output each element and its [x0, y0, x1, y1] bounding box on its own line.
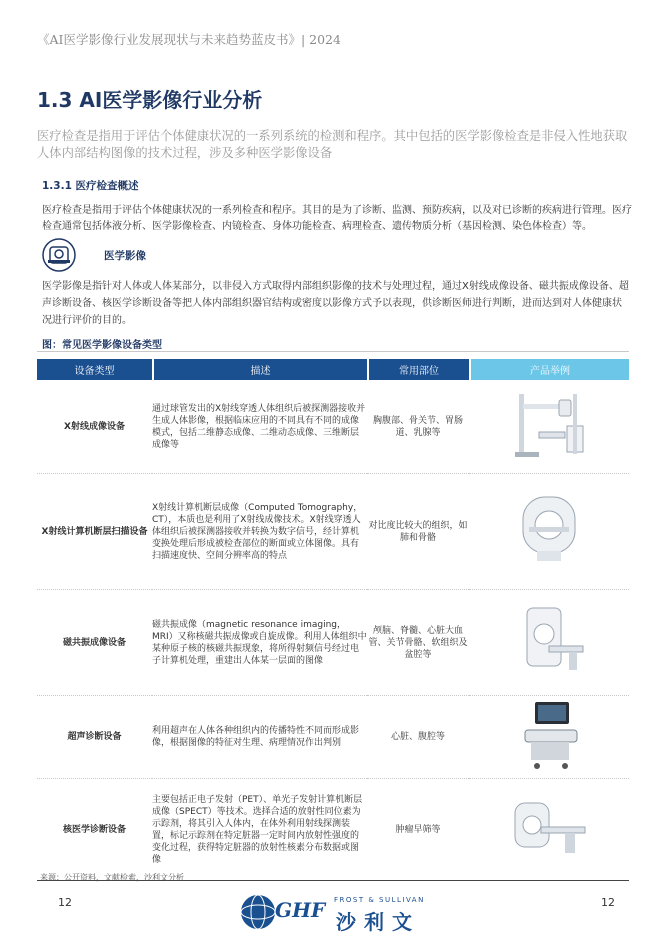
device-type: 超声诊断设备	[37, 696, 152, 779]
ct-scanner-icon	[509, 491, 589, 569]
table-row	[37, 590, 629, 696]
page-number-right: 12	[601, 896, 615, 909]
medical-scanner-icon	[42, 238, 76, 272]
device-description: 磁共振成像（magnetic resonance imaging，MRI）又称核磁共振成像或自旋成像。利用人体组织中某种原子核的核磁共振现象，将所得射频信号经过电子计算机处理，重建出人体某一层面的图像	[152, 590, 367, 696]
section-title: 1.3 AI医学影像行业分析	[37, 88, 263, 112]
imaging-heading	[42, 237, 146, 273]
frost-sullivan-cn-logo: 沙利文	[336, 910, 420, 934]
device-body-parts: 心脏、腹腔等	[367, 696, 469, 779]
column-header-parts: 常用部位	[367, 359, 469, 380]
table-row	[37, 696, 629, 779]
column-header-product: 产品举例	[469, 359, 629, 380]
source-note: 来源：公开资料，文献检索，沙利文分析	[40, 873, 184, 882]
page-number-left: 12	[58, 896, 72, 909]
document-header: 《AI医学影像行业发展现状与未来趋势蓝皮书》| 2024	[37, 32, 341, 47]
section-lead: 医疗检查是指用于评估个体健康状况的一系列系统的检测和程序。其中包括的医学影像检查是非侵入性地获取人体内部结构图像的技术过程，涉及多种医学影像设备	[37, 129, 628, 160]
device-type: 核医学诊断设备	[37, 779, 152, 881]
caption-divider	[37, 351, 629, 352]
device-body-parts: 肿瘤早筛等	[367, 779, 469, 881]
device-description: 通过球管发出的X射线穿透人体组织后被探测器接收并生成人体影像，根据临床应用的不同具有不同的成像模式，包括二维静态成像、二维动态成像、三维断层成像等	[152, 380, 367, 474]
device-description: 主要包括正电子发射（PET）、单光子发射计算机断层成像（SPECT）等技术。选择合适的放射性同位素为示踪剂，将其引入人体内，在体外利用射线探测装置，标记示踪剂在特定脏器一定时间内放射性强度的变化过程，获得特定脏器的放射性核素分布数据或图像	[152, 779, 367, 881]
table-row	[37, 474, 629, 590]
device-type: 磁共振成像设备	[37, 590, 152, 696]
device-type: X射线计算机断层扫描设备	[37, 474, 152, 590]
ghf-logo: GHF	[275, 898, 326, 922]
figure-caption: 图：常见医学影像设备类型	[42, 340, 162, 351]
ultrasound-machine-icon	[509, 696, 589, 774]
paragraph-medical-imaging: 医学影像是指针对人体或人体某部分，以非侵入方式取得内部组织影像的技术与处理过程，通过X射线成像设备、磁共振成像设备、超声诊断设备、核医学诊断设备等把人体内部组织器官结构或密度以影像方式予以表现，供诊断医师进行判断，进而达到对人体健康状况进行评价的目的。	[42, 281, 629, 326]
device-body-parts: 对比度比较大的组织，如肺和骨骼	[367, 474, 469, 590]
device-table	[37, 359, 629, 881]
table-row	[37, 380, 629, 474]
device-body-parts: 胸腹部、骨关节、胃肠道、乳腺等	[367, 380, 469, 474]
column-header-type: 设备类型	[37, 359, 152, 380]
xray-machine-icon	[509, 386, 589, 464]
column-header-desc: 描述	[152, 359, 367, 380]
device-type: X射线成像设备	[37, 380, 152, 474]
device-body-parts: 颅脑、脊髓、心脏大血管、关节骨骼、软组织及盆腔等	[367, 590, 469, 696]
device-description: 利用超声在人体各种组织内的传播特性不同而形成影像，根据图像的特征对生理、病理情况作出判别	[152, 696, 367, 779]
device-description: X射线计算机断层成像（Computed Tomography，CT），本质也是利用了X射线成像技术。X射线穿透人体组织后被探测器接收并转换为数字信号，经计算机变换处理后形成被检查部位的断面或立体图像。具有扫描速度快、空间分辨率高的特点	[152, 474, 367, 590]
table-header-row	[37, 359, 629, 380]
mri-machine-icon	[509, 602, 589, 680]
imaging-label: 医学影像	[104, 249, 146, 262]
pet-scanner-icon	[509, 789, 589, 867]
paragraph-medical-exam: 医疗检查是指用于评估个体健康状况的一系列检查和程序。其目的是为了诊断、监测、预防疾病，以及对已诊断的疾病进行管理。医疗检查通常包括体液分析、医学影像检查、内镜检查、身体功能检查、病理检查、遗传物质分析（基因检测、染色体检查）等。	[42, 205, 632, 232]
subsection-title: 1.3.1 医疗检查概述	[42, 180, 139, 192]
table-row	[37, 779, 629, 881]
frost-sullivan-logo: FROST & SULLIVAN	[334, 896, 425, 904]
